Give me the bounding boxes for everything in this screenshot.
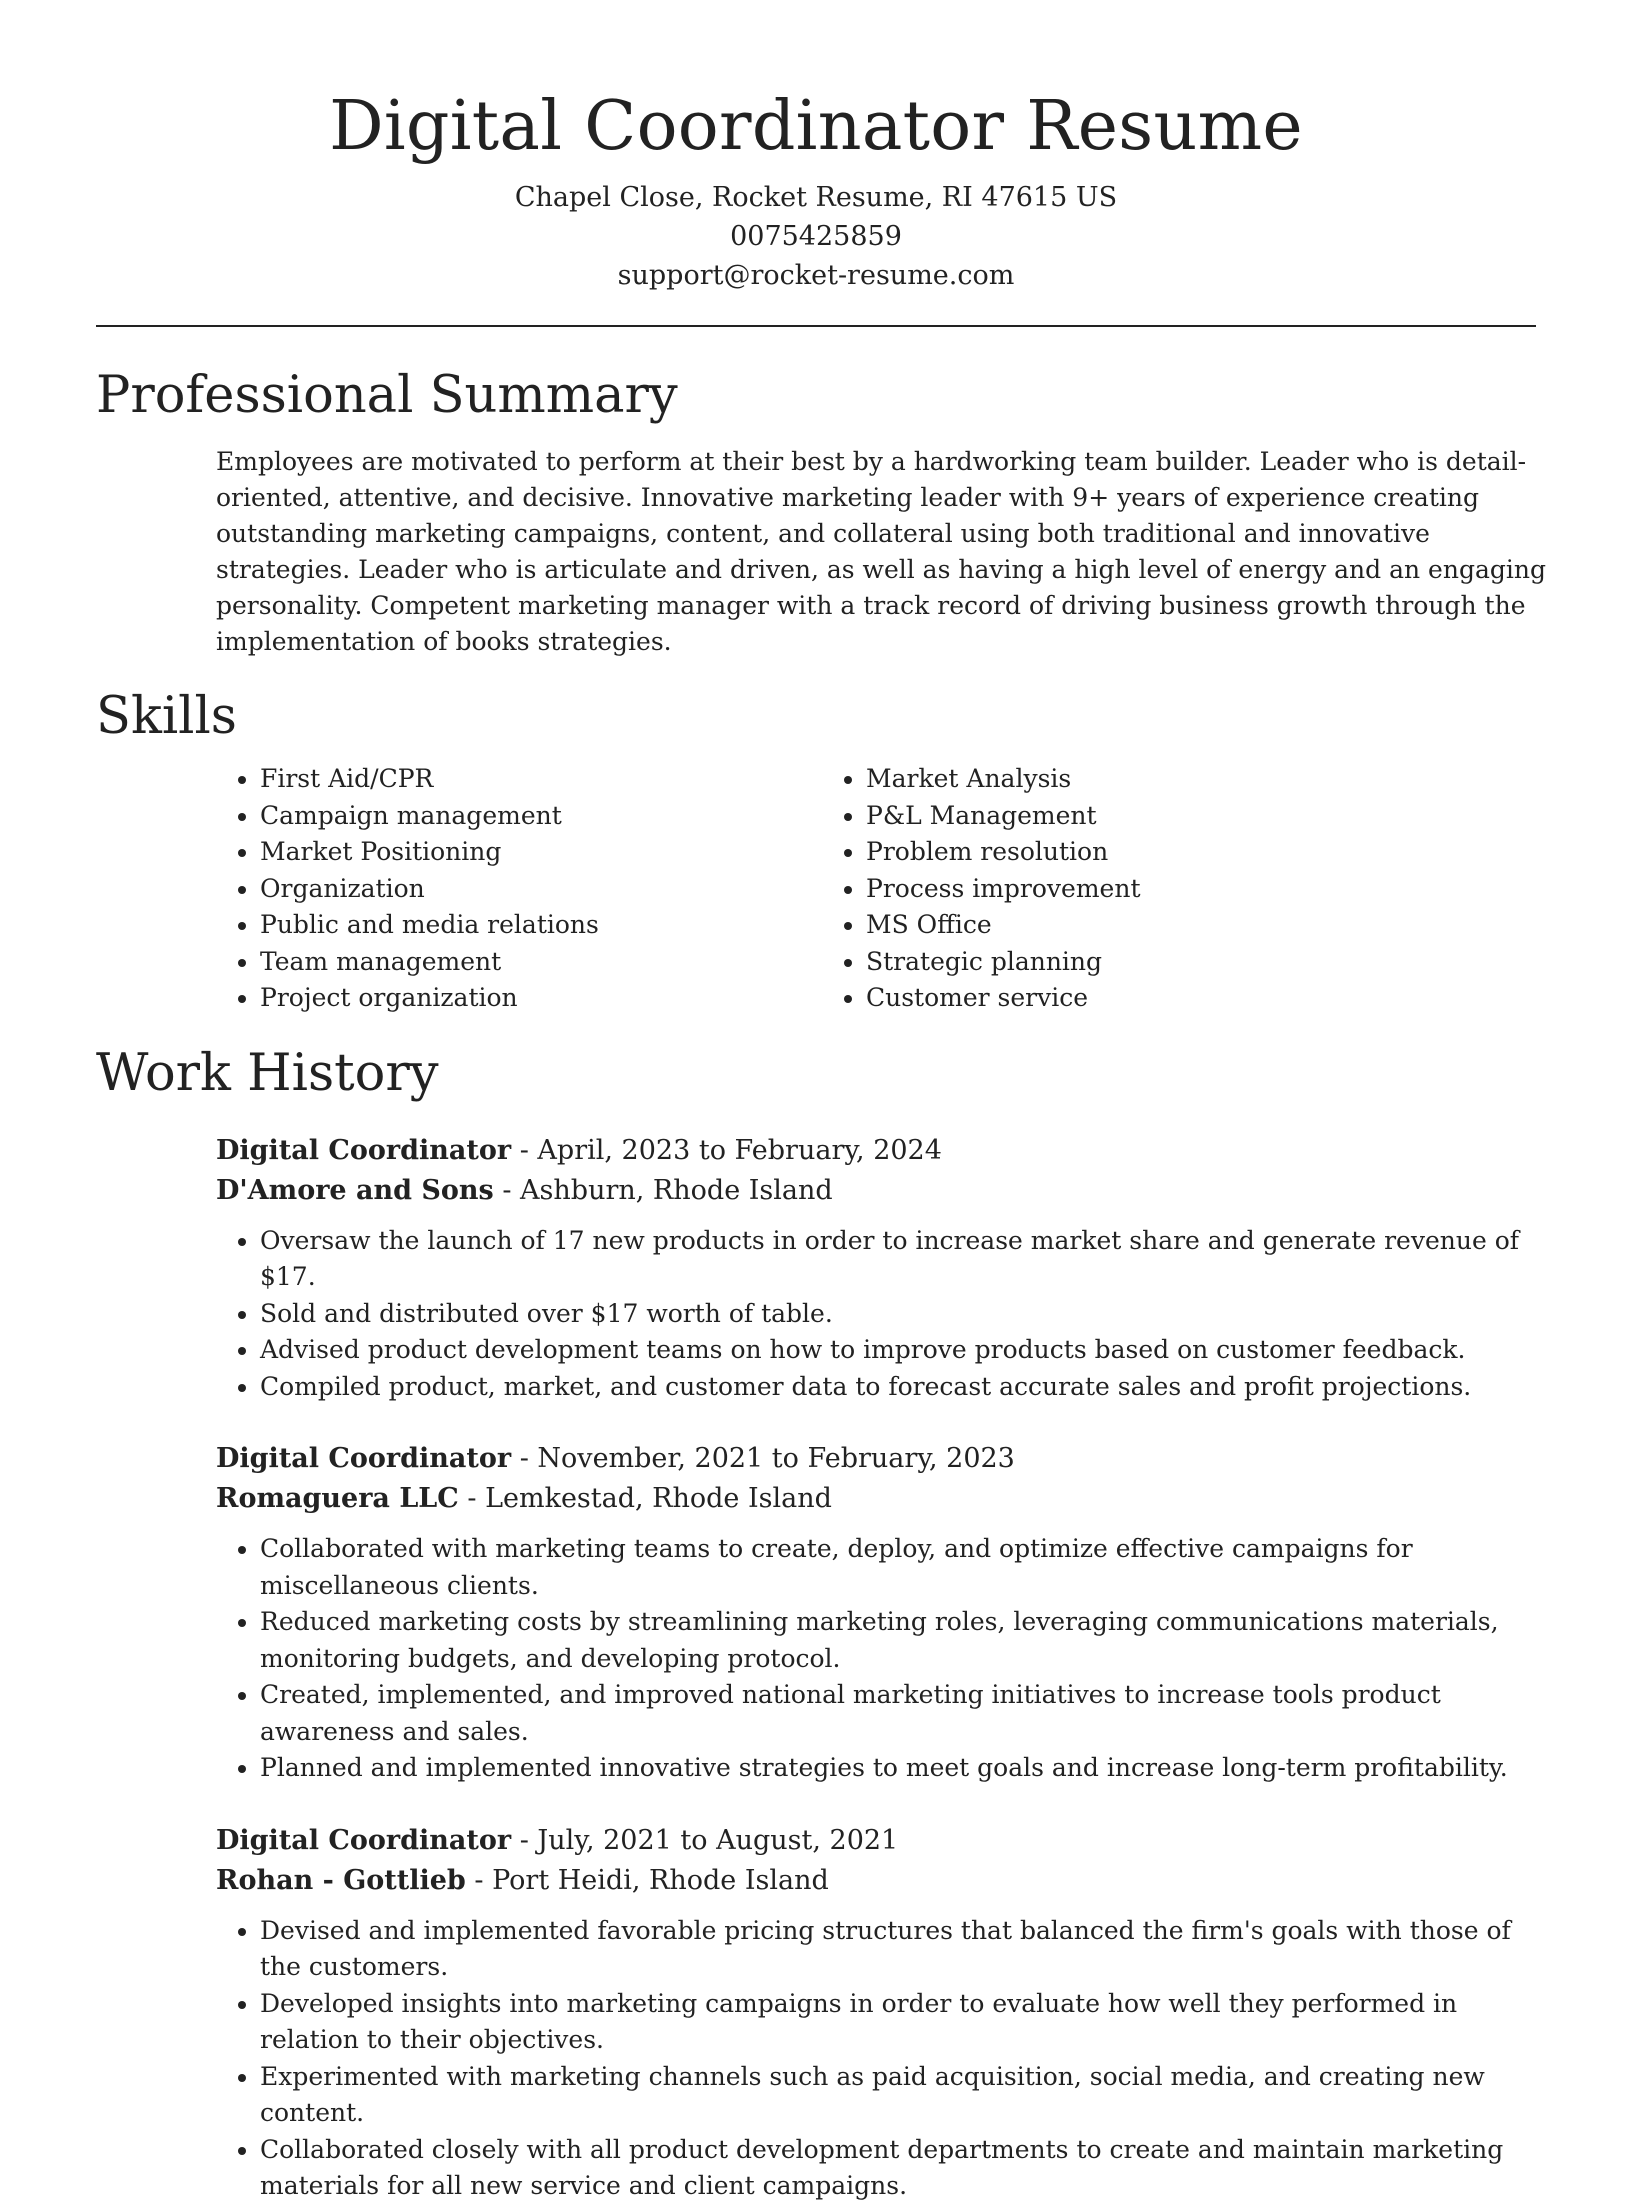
skills-column-right — [822, 761, 1428, 1017]
job-company: D'Amore and Sons — [216, 1174, 494, 1206]
resume-title: Digital Coordinator Resume — [329, 87, 1303, 166]
job-bullet: • Sold and distributed over $17 worth of table. — [260, 1296, 1556, 1333]
skill-item: • First Aid/CPR — [260, 761, 822, 798]
job-entry — [216, 1821, 1556, 2205]
job-entry — [216, 1131, 1556, 1406]
job-title-line — [216, 1439, 1556, 1479]
job-dates: - July, 2021 to August, 2021 — [511, 1824, 899, 1856]
job-bullet: • Reduced marketing costs by streamlining marketing roles, leveraging communications materials, monitoring budgets, and developing protocol. — [260, 1604, 1556, 1677]
job-bullets — [216, 1531, 1556, 1787]
job-entry — [216, 1439, 1556, 1787]
job-bullet: • Collaborated with marketing teams to create, deploy, and optimize effective campaigns for miscellaneous clients. — [260, 1531, 1556, 1604]
skill-item: • Market Analysis — [866, 761, 1428, 798]
job-title: Digital Coordinator — [216, 1134, 512, 1166]
job-bullets — [216, 1223, 1556, 1406]
summary-heading: Professional Summary — [96, 366, 678, 425]
skill-item: • Campaign management — [260, 798, 822, 835]
skill-item: • Team management — [260, 944, 822, 981]
summary-text: Employees are motivated to perform at their best by a hardworking team builder. Leader who is detail-oriented, attentive, and decisive. Innovative marketing leader with 9+ years of experience creating outstanding marketing campaigns, content, and collateral using both traditional and innovative strategies. Leader who is articulate and driven, as well as having a high level of energy and an engaging personality. Competent marketing manager with a track record of driving business growth through the implementation of books strategies. — [216, 447, 1546, 656]
job-bullets — [216, 1913, 1556, 2205]
job-location: - Port Heidi, Rhode Island — [465, 1864, 829, 1896]
job-bullet: • Planned and implemented innovative strategies to meet goals and increase long-term profitability. — [260, 1750, 1556, 1787]
job-bullet: • Compiled product, market, and customer data to forecast accurate sales and profit projections. — [260, 1369, 1556, 1406]
contact-email: support@rocket-resume.com — [617, 260, 1015, 291]
job-company-line — [216, 1861, 1556, 1901]
job-bullet: • Developed insights into marketing campaigns in order to evaluate how well they performed in relation to their objectives. — [260, 1986, 1556, 2059]
skills-list — [216, 761, 1536, 1017]
job-company: Romaguera LLC — [216, 1483, 459, 1514]
job-company-line — [216, 1479, 1556, 1519]
job-bullet: • Experimented with marketing channels such as paid acquisition, social media, and creating new content. — [260, 2059, 1556, 2132]
job-title-line — [216, 1821, 1556, 1861]
job-bullet: • Oversaw the launch of 17 new products in order to increase market share and generate revenue of $17. — [260, 1223, 1556, 1296]
contact-block — [96, 178, 1536, 295]
job-bullet: • Created, implemented, and improved national marketing initiatives to increase tools product awareness and sales. — [260, 1677, 1556, 1750]
job-company-line — [216, 1171, 1556, 1211]
skill-item: • Problem resolution — [866, 834, 1428, 871]
contact-phone: 0075425859 — [730, 221, 902, 252]
job-bullet: • Devised and implemented favorable pricing structures that balanced the firm's goals with those of the customers. — [260, 1913, 1556, 1986]
job-dates: - April, 2023 to February, 2024 — [511, 1134, 942, 1166]
skill-item: • Customer service — [866, 980, 1428, 1017]
skills-column-left — [216, 761, 822, 1017]
contact-address: Chapel Close, Rocket Resume, RI 47615 US — [514, 182, 1118, 213]
skill-item: • Market Positioning — [260, 834, 822, 871]
job-location: - Ashburn, Rhode Island — [493, 1174, 833, 1206]
header-divider — [96, 325, 1536, 327]
job-bullet: • Advised product development teams on how to improve products based on customer feedback. — [260, 1332, 1556, 1369]
skill-item: • MS Office — [866, 907, 1428, 944]
skill-item: • Process improvement — [866, 871, 1428, 908]
job-location: - Lemkestad, Rhode Island — [458, 1483, 832, 1514]
skills-heading: Skills — [96, 687, 237, 746]
skill-item: • Organization — [260, 871, 822, 908]
skill-item: • Strategic planning — [866, 944, 1428, 981]
job-dates: - November, 2021 to February, 2023 — [511, 1443, 1015, 1474]
job-title: Digital Coordinator — [216, 1443, 512, 1474]
work-history-heading: Work History — [96, 1043, 439, 1103]
skill-item: • P&L Management — [866, 798, 1428, 835]
job-title-line — [216, 1131, 1556, 1171]
skill-item: • Public and media relations — [260, 907, 822, 944]
resume-page — [96, 0, 1546, 2205]
job-company: Rohan - Gottlieb — [216, 1864, 466, 1896]
skill-item: • Project organization — [260, 980, 822, 1017]
job-bullet: • Collaborated closely with all product development departments to create and maintain marketing materials for all new service and client campaigns. — [260, 2132, 1556, 2205]
job-title: Digital Coordinator — [216, 1824, 512, 1856]
